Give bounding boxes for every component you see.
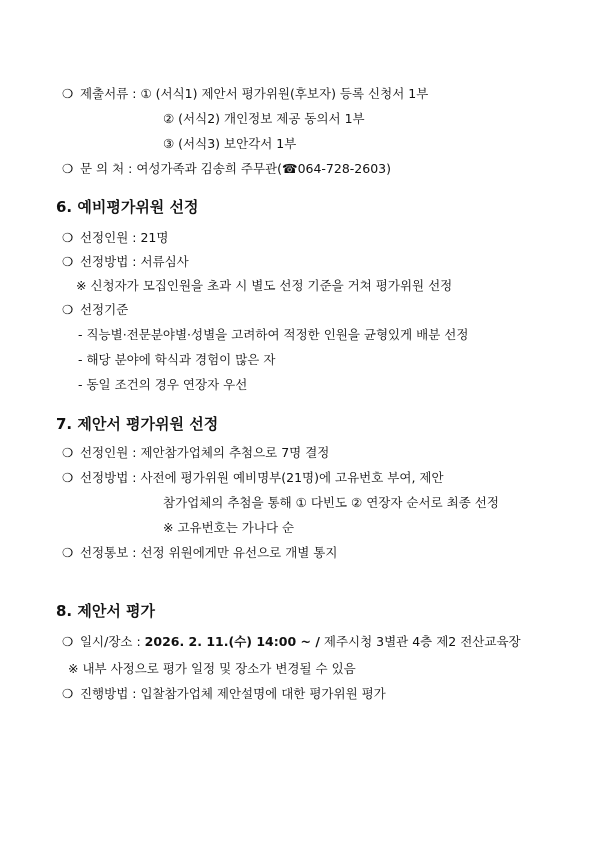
section-8-title: 8. 제안서 평가 [56, 602, 156, 620]
docs-label: 제출서류 : [79, 86, 137, 101]
s8-datetime-line [62, 634, 521, 650]
s8-note: ※ 내부 사정으로 평가 일정 및 장소가 변경될 수 있음 [68, 661, 356, 676]
contact-text: 여성가족과 김송희 주무관( [136, 161, 282, 176]
circle-bullet-icon: ❍ [62, 686, 74, 701]
s7-method-line [62, 470, 444, 486]
circle-bullet-icon: ❍ [62, 545, 74, 560]
section-6-title: 6. 예비평가위원 선정 [56, 198, 199, 216]
circle-bullet-icon: ❍ [62, 634, 74, 649]
s8-datetime-value: 2026. 2. 11.(수) 14:00 ~ / [144, 634, 320, 649]
s7-notice-line [62, 545, 337, 561]
doc-item-1: ① (서식1) 제안서 평가위원(후보자) 등록 신청서 1부 [140, 86, 429, 101]
circle-bullet-icon: ❍ [62, 470, 74, 485]
circle-bullet-icon: ❍ [62, 86, 74, 101]
circle-bullet-icon: ❍ [62, 161, 74, 176]
circle-bullet-icon: ❍ [62, 254, 74, 269]
s6-note: ※ 신청자가 모집인원을 초과 시 별도 선정 기준을 거쳐 평가위원 선정 [76, 278, 453, 293]
s7-method-label: 선정방법 : [79, 470, 137, 485]
circle-bullet-icon: ❍ [62, 230, 74, 245]
s6-method-line [62, 254, 189, 270]
s6-count: 선정인원 : 21명 [79, 230, 169, 245]
doc-item-2: ② (서식2) 개인정보 제공 동의서 1부 [163, 111, 365, 126]
s6-criteria-line [62, 302, 128, 318]
s8-place: 제주시청 3별관 4층 제2 전산교육장 [323, 634, 521, 649]
s7-notice: 선정통보 : 선정 위원에게만 유선으로 개별 통지 [79, 545, 338, 560]
s8-process: 진행방법 : 입찰참가업체 제안설명에 대한 평가위원 평가 [79, 686, 386, 701]
submission-docs-line [62, 86, 428, 102]
s6-method: 선정방법 : 서류심사 [79, 254, 189, 269]
s6-criteria-2: - 해당 분야에 학식과 경험이 많은 자 [78, 352, 276, 367]
s7-count: 선정인원 : 제안참가업체의 추첨으로 7명 결정 [79, 445, 330, 460]
s7-method-3: ※ 고유번호는 가나다 순 [163, 520, 295, 535]
s7-count-line [62, 445, 329, 461]
s7-method-1: 사전에 평가위원 예비명부(21명)에 고유번호 부여, 제안 [140, 470, 444, 485]
s6-count-line [62, 230, 168, 246]
contact-label: 문 의 처 : [79, 161, 133, 176]
doc-item-3: ③ (서식3) 보안각서 1부 [163, 136, 297, 151]
s8-process-line [62, 686, 386, 702]
s6-criteria-1: - 직능별·전문분야별·성별을 고려하여 적정한 인원을 균형있게 배분 선정 [78, 327, 469, 342]
phone-icon: ☎ [281, 161, 298, 176]
contact-line [62, 161, 391, 177]
circle-bullet-icon: ❍ [62, 302, 74, 317]
s8-datetime-label: 일시/장소 : [79, 634, 141, 649]
s7-method-2: 참가업체의 추첨을 통해 ① 다빈도 ② 연장자 순서로 최종 선정 [163, 495, 499, 510]
contact-phone: 064-728-2603) [297, 161, 391, 176]
section-7-title: 7. 제안서 평가위원 선정 [56, 415, 219, 433]
s6-criteria-3: - 동일 조건의 경우 연장자 우선 [78, 377, 248, 392]
circle-bullet-icon: ❍ [62, 445, 74, 460]
s6-criteria: 선정기준 [79, 302, 129, 317]
